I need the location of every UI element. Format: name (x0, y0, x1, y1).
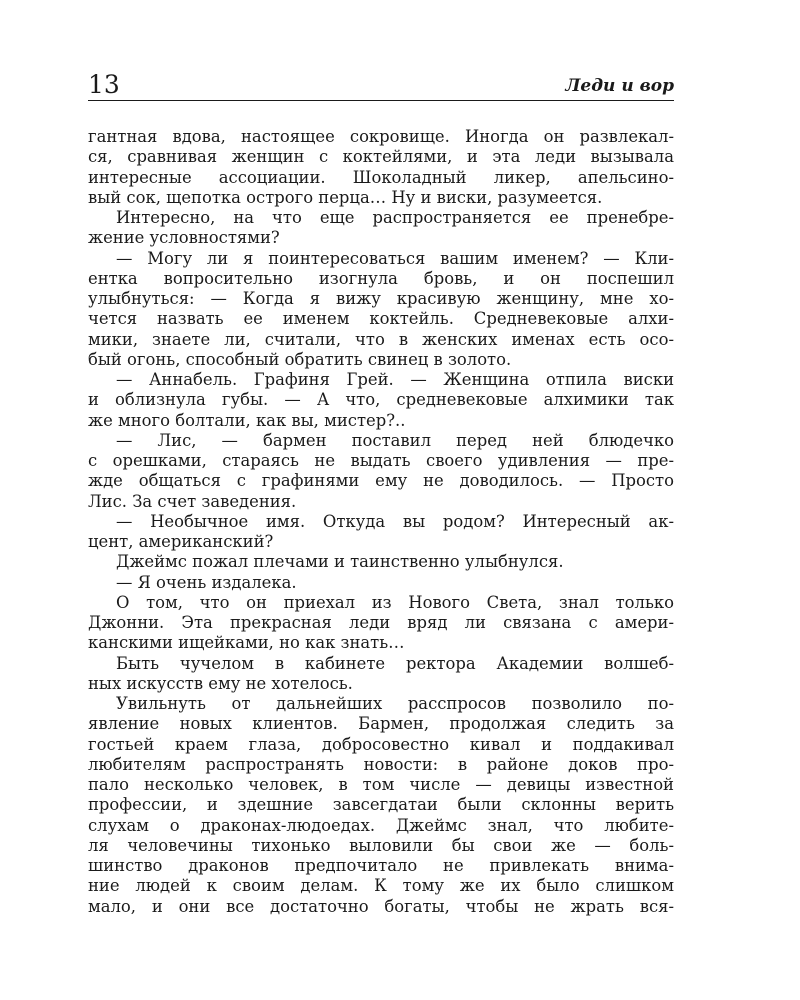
body-text (88, 127, 674, 917)
text-line: интересные ассоциации. Шоколадный ликер, апельсино- (88, 167, 674, 187)
text-line: — Необычное имя. Откуда вы родом? Интересный ак- (116, 511, 674, 531)
text-line: жение условностями? (88, 228, 280, 248)
text-line: шинство драконов предпочитало не привлекать внима- (88, 856, 674, 875)
running-title: Леди и вор (565, 76, 674, 96)
text-line: Быть чучелом в кабинете ректора Академии волшеб- (116, 653, 674, 673)
text-line: ентка вопросительно изогнула бровь, и он поспешил (88, 268, 674, 288)
text-line: с орешками, стараясь не выдать своего удивления — пре- (88, 451, 674, 470)
text-line: Лис. За счет заведения. (88, 491, 297, 511)
text-line: слухам о драконах-людоедах. Джеймс знал, что любите- (88, 815, 674, 835)
text-line: гостьей краем глаза, добросовестно кивал и поддакивал (88, 734, 674, 754)
text-line: — Лис, — бармен поставил перед ней блюдечко (116, 430, 674, 450)
text-line: бый огонь, способный обратить свинец в золото. (88, 349, 512, 369)
text-line: — Аннабель. Графиня Грей. — Женщина отпила виски (116, 370, 674, 389)
text-line: — Я очень издалека. (116, 572, 297, 592)
text-line: и облизнула губы. — А что, средневековые алхимики так (88, 390, 674, 410)
text-line: канскими ищейками, но как знать… (88, 633, 405, 653)
text-line: Джонни. Эта прекрасная леди вряд ли связана с амери- (88, 613, 674, 632)
page-header (88, 70, 674, 101)
page-number: 13 (88, 70, 120, 99)
text-line: цент, американский? (88, 532, 274, 551)
text-line: любителям распространять новости: в районе доков про- (88, 754, 674, 774)
text-line: пало несколько человек, в том числе — девицы известной (88, 775, 674, 794)
text-line: Джеймс пожал плечами и таинственно улыбнулся. (116, 552, 564, 572)
text-line: гантная вдова, настоящее сокровище. Иногда он развлекал- (88, 127, 674, 146)
text-line: ля человечины тихонько выловили бы свои же — боль- (88, 835, 674, 855)
text-line: ние людей к своим делам. К тому же их было слишком (88, 876, 674, 896)
text-line: вый сок, щепотка острого перца… Ну и виски, разумеется. (88, 187, 603, 207)
text-line: — Могу ли я поинтересоваться вашим именем? — Кли- (116, 248, 674, 268)
text-line: ся, сравнивая женщин с коктейлями, и эта леди вызывала (88, 147, 674, 167)
text-line: улыбнуться: — Когда я вижу красивую женщину, мне хо- (88, 289, 674, 308)
text-line: Интересно, на что еще распространяется ее пренебре- (116, 208, 674, 227)
book-page (88, 70, 674, 917)
text-line: чется назвать ее именем коктейль. Средневековые алхи- (88, 309, 674, 329)
text-line: О том, что он приехал из Нового Света, знал только (116, 592, 674, 612)
text-line: же много болтали, как вы, мистер?.. (88, 410, 406, 430)
text-line: мики, знаете ли, считали, что в женских именах есть осо- (88, 329, 674, 349)
text-line: жде общаться с графинями ему не доводилось. — Просто (88, 471, 674, 491)
text-line: мало, и они все достаточно богаты, чтобы не жрать вся- (88, 896, 674, 916)
text-line: профессии, и здешние завсегдатаи были склонны верить (88, 795, 674, 815)
text-line: ных искусств ему не хотелось. (88, 673, 353, 693)
text-line: Увильнуть от дальнейших расспросов позволило по- (116, 694, 674, 713)
text-line: явление новых клиентов. Бармен, продолжая следить за (88, 714, 674, 734)
